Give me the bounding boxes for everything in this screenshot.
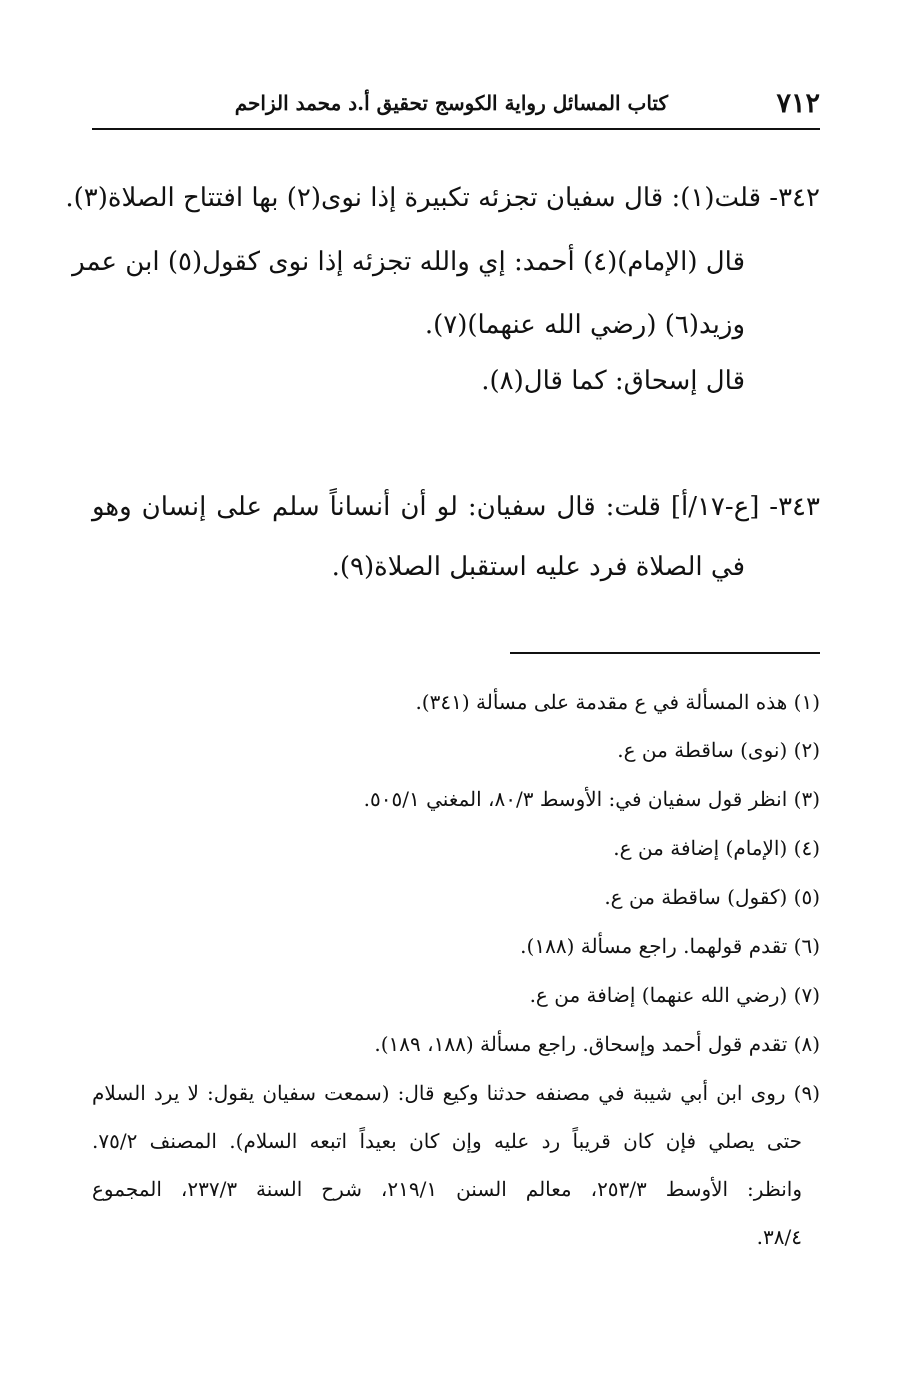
footnote-9-continuation: وانظر: الأوسط ٢٥٣/٣، معالم السنن ٢١٩/١، شرح السنة ٢٣٧/٣، المجموع — [92, 1177, 803, 1201]
footnote-3: (٣) انظر قول سفيان في: الأوسط ٨٠/٣، المغني ٥٠٥/١. — [363, 787, 820, 811]
footnote-7: (٧) (رضي الله عنهما) إضافة من ع. — [529, 983, 820, 1007]
body-line: وزيد(٦) (رضي الله عنهما)(٧). — [424, 310, 745, 340]
footnote-8: (٨) تقدم قول أحمد وإسحاق. راجع مسألة (١٨٨، ١٨٩). — [374, 1032, 820, 1056]
footnote-9-continuation: حتى يصلي فإن كان قريباً رد عليه وإن كان بعيداً اتبعه السلام). المصنف ٧٥/٢. — [92, 1129, 802, 1153]
body-line-issue-342: ٣٤٢- قلت(١): قال سفيان تجزئه تكبيرة إذا نوى(٢) بها افتتاح الصلاة(٣). — [65, 183, 820, 213]
body-line-issue-343: ٣٤٣- [ع-١٧/أ] قلت: قال سفيان: لو أن أنساناً سلم على إنسان وهو — [92, 492, 820, 522]
footnote-5: (٥) (كقول) ساقطة من ع. — [604, 885, 820, 909]
footnote-9-continuation: ٣٨/٤. — [756, 1225, 802, 1249]
footnote-9: (٩) روى ابن أبي شيبة في مصنفه حدثنا وكيع قال: (سمعت سفيان يقول: لا يرد السلام — [92, 1081, 821, 1105]
page-number: ٧١٢ — [776, 88, 820, 119]
body-line: قال إسحاق: كما قال(٨). — [481, 366, 745, 396]
running-header — [92, 84, 820, 130]
footnote-2: (٢) (نوى) ساقطة من ع. — [617, 738, 820, 762]
footnote-1: (١) هذه المسألة في ع مقدمة على مسألة (٣٤١). — [415, 690, 820, 714]
body-line: في الصلاة فرد عليه استقبل الصلاة(٩). — [331, 552, 745, 582]
footnote-4: (٤) (الإمام) إضافة من ع. — [613, 836, 820, 860]
footnote-6: (٦) تقدم قولهما. راجع مسألة (١٨٨). — [520, 934, 820, 958]
body-line: قال (الإمام)(٤) أحمد: إي والله تجزئه إذا نوى كقول(٥) ابن عمر — [72, 247, 745, 277]
book-title: كتاب المسائل رواية الكوسج تحقيق أ.د محمد الزاحم — [234, 91, 668, 115]
footnote-separator — [510, 652, 820, 654]
